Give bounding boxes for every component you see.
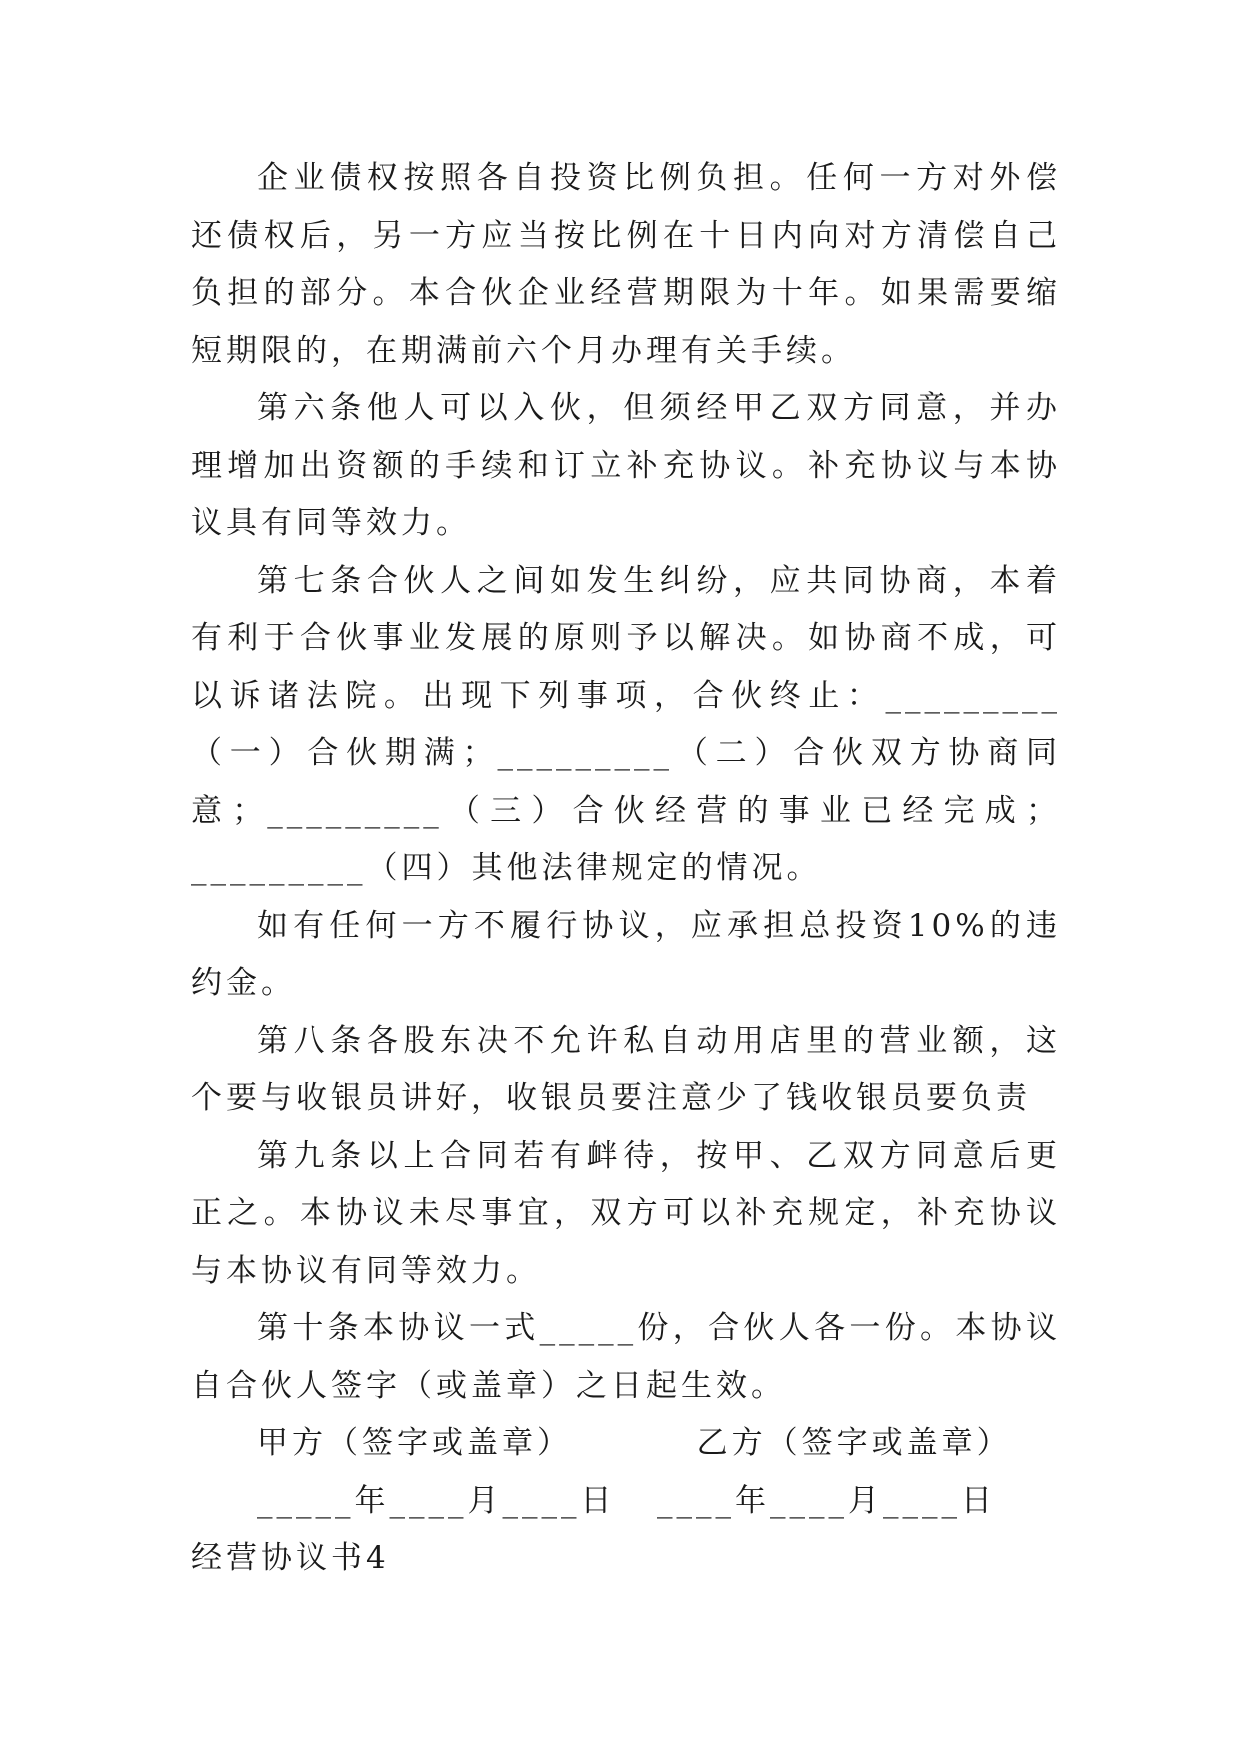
paragraph-article-10: 第十条本协议一式_____份，合伙人各一份。本协议自合伙人签字（或盖章）之日起生效。 [191, 1310, 1061, 1404]
document-body [191, 150, 1061, 1588]
paragraph-article-6: 第六条他人可以入伙，但须经甲乙双方同意，并办理增加出资额的手续和订立补充协议。补充协议与本协议具有同等效力。 [191, 390, 1061, 541]
next-section-heading: 经营协议书4 [191, 1540, 390, 1576]
paragraph-penalty: 如有任何一方不履行协议，应承担总投资10%的违约金。 [191, 907, 1061, 1001]
paragraph-article-7: 第七条合伙人之间如发生纠纷，应共同协商，本着有利于合伙事业发展的原则予以解决。如协商不成，可以诉诸法院。出现下列事项，合伙终止：_________（一）合伙期满；_________（二）合伙双方协商同意；_________（三）合伙经营的事业已经完成；_________（四）其他法律规定的情况。 [191, 562, 1061, 886]
paragraph-article-9: 第九条以上合同若有衅待，按甲、乙双方同意后更正之。本协议未尽事宜，双方可以补充规定，补充协议与本协议有同等效力。 [191, 1137, 1061, 1289]
paragraph-article-8: 第八条各股东决不允许私自动用店里的营业额，这个要与收银员讲好，收银员要注意少了钱收银员要负责 [191, 1022, 1061, 1116]
signature-line: 甲方（签字或盖章） 乙方（签字或盖章） [257, 1425, 1012, 1461]
paragraph-debt: 企业债权按照各自投资比例负担。任何一方对外偿还债权后，另一方应当按比例在十日内向对方清偿自己负担的部分。本合伙企业经营期限为十年。如果需要缩短期限的，在期满前六个月办理有关手续。 [191, 160, 1061, 369]
date-line: _____年____月____日 ____年____月____日 [257, 1482, 997, 1519]
